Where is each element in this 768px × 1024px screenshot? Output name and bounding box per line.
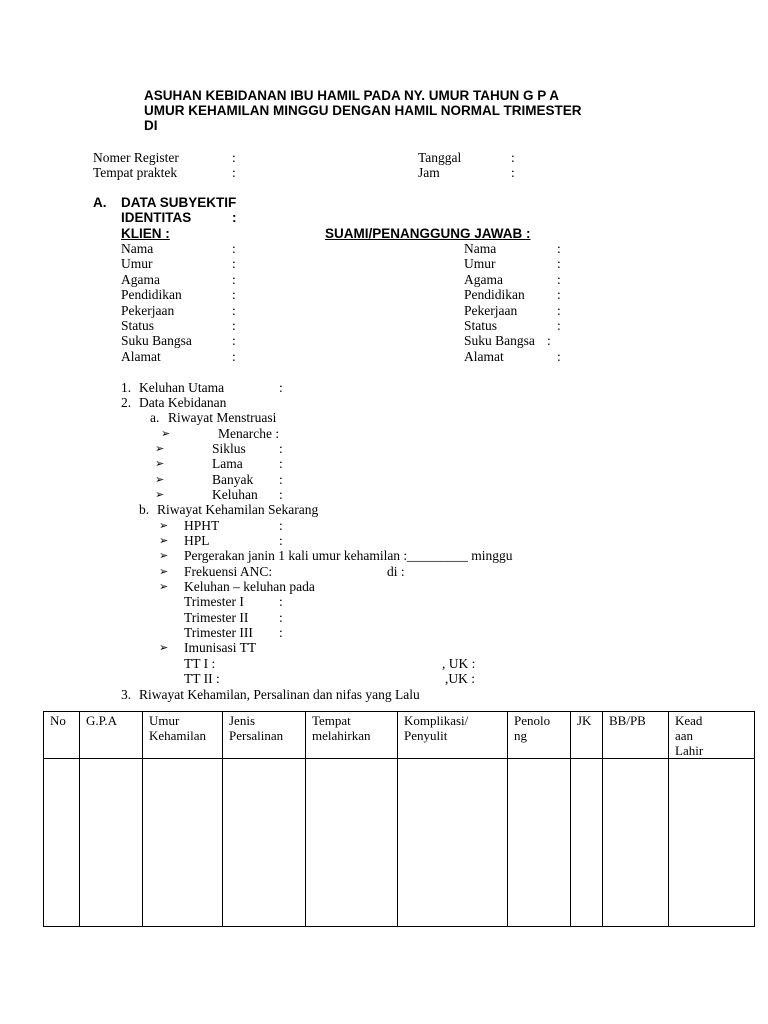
colon: : — [232, 349, 236, 364]
document-title-line2: UMUR KEHAMILAN MINGGU DENGAN HAMIL NORMAL TRIMESTER — [144, 103, 582, 118]
document-title-line3: DI — [144, 118, 158, 133]
column-header-gpa: G.P.A — [80, 712, 143, 759]
client-field-pekerjaan: Pekerjaan — [121, 303, 175, 318]
table-cell[interactable] — [669, 759, 755, 927]
column-header-complications: Komplikasi/ Penyulit — [398, 712, 508, 759]
column-header-birth-attendant: Penolo ng — [508, 712, 571, 759]
husband-field-alamat: Alamat — [464, 349, 504, 364]
section-a-letter: A. — [93, 195, 107, 210]
duration-label: Lama — [212, 456, 243, 471]
section-a-title: DATA SUBYEKTIF — [121, 195, 237, 210]
menstrual-history-label: Riwayat Menstruasi — [168, 410, 277, 425]
place-label: Tempat praktek — [93, 165, 178, 180]
colon: : — [279, 380, 283, 395]
trimester-complaints-label: Keluhan – keluhan pada — [184, 579, 315, 594]
table-cell[interactable] — [571, 759, 603, 927]
colon: : — [232, 150, 236, 165]
colon: : — [232, 165, 236, 180]
arrowhead-bullet-icon: ➢ — [155, 442, 165, 455]
colon: : — [557, 241, 561, 256]
table-cell[interactable] — [143, 759, 223, 927]
trimester-2-label: Trimester II — [184, 610, 249, 625]
tt2-uk-label: ,UK : — [445, 671, 475, 686]
tt1-uk-label: , UK : — [442, 656, 476, 671]
colon: : — [557, 303, 561, 318]
table-cell[interactable] — [508, 759, 571, 927]
colon: : — [279, 594, 283, 609]
arrowhead-bullet-icon: ➢ — [155, 457, 165, 470]
table-cell[interactable] — [223, 759, 306, 927]
column-header-sex: JK — [571, 712, 603, 759]
tt2-label: TT II : — [184, 671, 220, 686]
date-label: Tanggal — [418, 150, 462, 165]
main-complaint-label: Keluhan Utama — [139, 380, 225, 395]
client-field-agama: Agama — [121, 272, 160, 287]
tt1-label: TT I : — [184, 656, 216, 671]
colon: : — [557, 256, 561, 271]
current-pregnancy-label: Riwayat Kehamilan Sekarang — [157, 502, 319, 517]
colon: : — [279, 533, 283, 548]
cycle-label: Siklus — [212, 441, 246, 456]
item-number-2: 2. — [121, 395, 132, 410]
client-field-alamat: Alamat — [121, 349, 161, 364]
column-header-no: No — [44, 712, 80, 759]
immunization-label: Imunisasi TT — [184, 640, 257, 655]
table-cell[interactable] — [603, 759, 669, 927]
colon: : — [232, 287, 236, 302]
colon: : — [232, 303, 236, 318]
trimester-1-label: Trimester I — [184, 594, 244, 609]
colon: : — [232, 272, 236, 287]
table-cell[interactable] — [306, 759, 398, 927]
midwifery-data-label: Data Kebidanan — [139, 395, 227, 410]
table-header-row — [44, 712, 755, 759]
past-history-label: Riwayat Kehamilan, Persalinan dan nifas yang Lalu — [139, 687, 420, 702]
husband-field-suku-bangsa: Suku Bangsa — [464, 333, 535, 348]
colon: : — [279, 456, 283, 471]
table-cell[interactable] — [44, 759, 80, 927]
arrowhead-bullet-icon: ➢ — [155, 473, 165, 486]
client-field-pendidikan: Pendidikan — [121, 287, 182, 302]
document-title-line1: ASUHAN KEBIDANAN IBU HAMIL PADA NY. UMUR TAHUN G P A — [144, 88, 560, 103]
column-header-delivery-type: Jenis Persalinan — [223, 712, 306, 759]
menarche-label: Menarche : — [218, 426, 280, 441]
colon: : — [557, 318, 561, 333]
item-number-3: 3. — [121, 687, 132, 702]
husband-field-pekerjaan: Pekerjaan — [464, 303, 518, 318]
client-field-nama: Nama — [121, 241, 154, 256]
sub-letter-a: a. — [150, 410, 160, 425]
table-row — [44, 759, 755, 927]
identity-heading: IDENTITAS — [121, 210, 192, 225]
amount-label: Banyak — [212, 472, 254, 487]
fetal-movement-label: Pergerakan janin 1 kali umur kehamilan :_________ minggu — [184, 548, 513, 563]
husband-field-pendidikan: Pendidikan — [464, 287, 525, 302]
trimester-3-label: Trimester III — [184, 625, 253, 640]
colon: : — [232, 333, 236, 348]
hpl-label: HPL — [184, 533, 210, 548]
colon: : — [511, 150, 515, 165]
client-field-status: Status — [121, 318, 155, 333]
table-cell[interactable] — [80, 759, 143, 927]
arrowhead-bullet-icon: ➢ — [159, 534, 169, 547]
column-header-birth-condition: Kead aan Lahir — [669, 712, 755, 759]
sub-letter-b: b. — [139, 502, 150, 517]
colon: : — [232, 318, 236, 333]
colon: : — [279, 610, 283, 625]
anc-frequency-label: Frekuensi ANC: — [184, 564, 273, 579]
colon: : — [232, 241, 236, 256]
colon: : — [232, 256, 236, 271]
column-header-gestational-age: Umur Kehamilan — [143, 712, 223, 759]
time-label: Jam — [418, 165, 440, 180]
colon: : — [279, 487, 283, 502]
colon: : — [557, 287, 561, 302]
column-header-birth-place: Tempat melahirkan — [306, 712, 398, 759]
arrowhead-bullet-icon: ➢ — [155, 488, 165, 501]
client-field-umur: Umur — [121, 256, 153, 271]
colon: : — [279, 518, 283, 533]
husband-field-nama: Nama — [464, 241, 497, 256]
colon: : — [279, 472, 283, 487]
colon: : — [279, 625, 283, 640]
item-number-1: 1. — [121, 380, 132, 395]
arrowhead-bullet-icon: ➢ — [159, 641, 169, 654]
colon: : — [547, 333, 551, 348]
colon: : — [557, 272, 561, 287]
husband-field-umur: Umur — [464, 256, 496, 271]
colon: : — [232, 210, 237, 225]
colon: : — [279, 441, 283, 456]
register-label: Nomer Register — [93, 150, 179, 165]
menstrual-complaint-label: Keluhan — [212, 487, 258, 502]
colon: : — [557, 349, 561, 364]
column-header-weight-length: BB/PB — [603, 712, 669, 759]
husband-field-status: Status — [464, 318, 498, 333]
arrowhead-bullet-icon: ➢ — [161, 427, 171, 440]
client-field-suku-bangsa: Suku Bangsa — [121, 333, 192, 348]
client-heading: KLIEN : — [121, 226, 170, 241]
colon: : — [511, 165, 515, 180]
arrowhead-bullet-icon: ➢ — [159, 565, 169, 578]
arrowhead-bullet-icon: ➢ — [159, 549, 169, 562]
pregnancy-history-table — [43, 711, 755, 927]
anc-location-label: di : — [387, 564, 405, 579]
table-cell[interactable] — [398, 759, 508, 927]
husband-field-agama: Agama — [464, 272, 503, 287]
hpht-label: HPHT — [184, 518, 220, 533]
arrowhead-bullet-icon: ➢ — [159, 519, 169, 532]
arrowhead-bullet-icon: ➢ — [159, 580, 169, 593]
husband-heading: SUAMI/PENANGGUNG JAWAB : — [325, 226, 531, 241]
